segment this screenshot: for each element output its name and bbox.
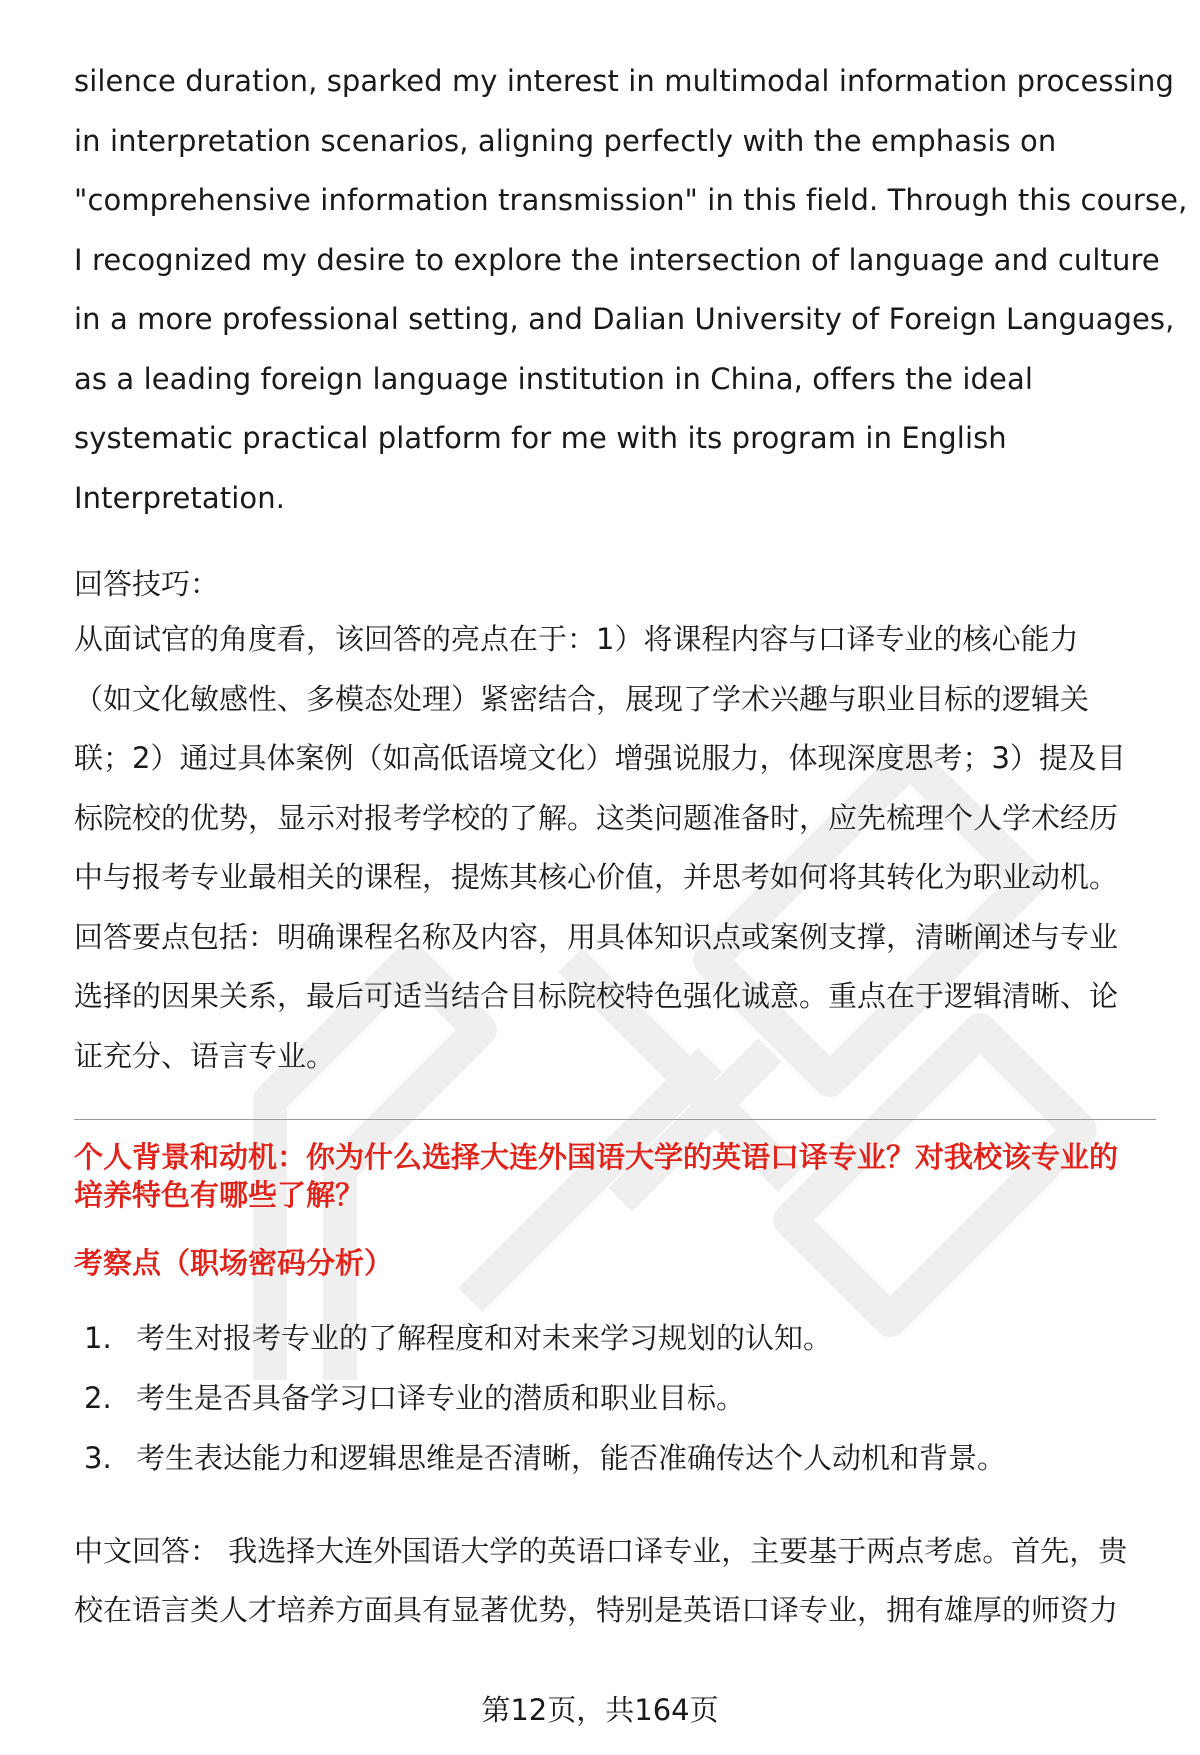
list-item-text: 考生表达能力和逻辑思维是否清晰，能否准确传达个人动机和背景。 [136,1441,1007,1475]
list-number: 3. [84,1441,112,1475]
text-line: 培养特色有哪些了解？ [74,1178,365,1212]
document-page [74,52,1188,1640]
tips-paragraph [74,610,1156,1086]
assessment-points-list [74,1308,1156,1488]
list-item-text: 考生是否具备学习口译专业的潜质和职业目标。 [136,1381,746,1415]
assessment-points-heading: 考察点（职场密码分析） [74,1246,394,1280]
text-line: in interpretation scenarios, aligning perfectly with the emphasis on [74,123,1057,158]
text-line: 从面试官的角度看，该回答的亮点在于：1）将课程内容与口译专业的核心能力 [74,622,1079,656]
text-line: 中与报考专业最相关的课程，提炼其核心价值，并思考如何将其转化为职业动机。 [74,860,1119,894]
text-line: 标院校的优势，显示对报考学校的了解。这类问题准备时，应先梳理个人学术经历 [74,800,1119,835]
text-line: as a leading foreign language institution in China, offers the ideal [74,361,1034,396]
tips-heading: 回答技巧： [74,567,220,601]
text-line: "comprehensive information transmission" in this field. Through this course, [74,183,1188,217]
list-item [74,1308,1156,1368]
text-line: 证充分、语言专业。 [74,1038,336,1073]
text-line: Interpretation. [74,480,286,515]
text-line: systematic practical platform for me with its program in English [74,421,1007,455]
text-line: 校在语言类人才培养方面具有显著优势，特别是英语口译专业，拥有雄厚的师资力 [74,1593,1119,1627]
list-item [74,1368,1156,1428]
text-line: 回答要点包括：明确课程名称及内容，用具体知识点或案例支撑，清晰阐述与专业 [74,919,1119,954]
text-line: I recognized my desire to explore the intersection of language and culture [74,242,1160,277]
english-answer-paragraph [74,52,1188,528]
text-line: 中文回答： 我选择大连外国语大学的英语口译专业，主要基于两点考虑。首先，贵 [74,1534,1128,1568]
text-line: in a more professional setting, and Dalian University of Foreign Languages, [74,302,1175,336]
page-number: 第12页，共164页 [481,1693,719,1727]
section-divider [74,1119,1156,1120]
list-item [74,1428,1156,1488]
text-line: （如文化敏感性、多模态处理）紧密结合，展现了学术兴趣与职业目标的逻辑关 [74,681,1090,716]
text-line: 个人背景和动机：你为什么选择大连外国语大学的英语口译专业？对我校该专业的 [74,1140,1119,1174]
chinese-answer-paragraph [74,1522,1156,1640]
list-number: 2. [84,1381,112,1415]
text-line: 选择的因果关系，最后可适当结合目标院校特色强化诚意。重点在于逻辑清晰、论 [74,979,1119,1013]
list-item-text: 考生对报考专业的了解程度和对未来学习规划的认知。 [136,1321,833,1355]
question-title [74,1138,1156,1214]
text-line: 联；2）通过具体案例（如高低语境文化）增强说服力，体现深度思考；3）提及目 [74,741,1126,775]
list-number: 1. [84,1321,112,1355]
text-line: silence duration, sparked my interest in multimodal information processing [74,64,1174,98]
